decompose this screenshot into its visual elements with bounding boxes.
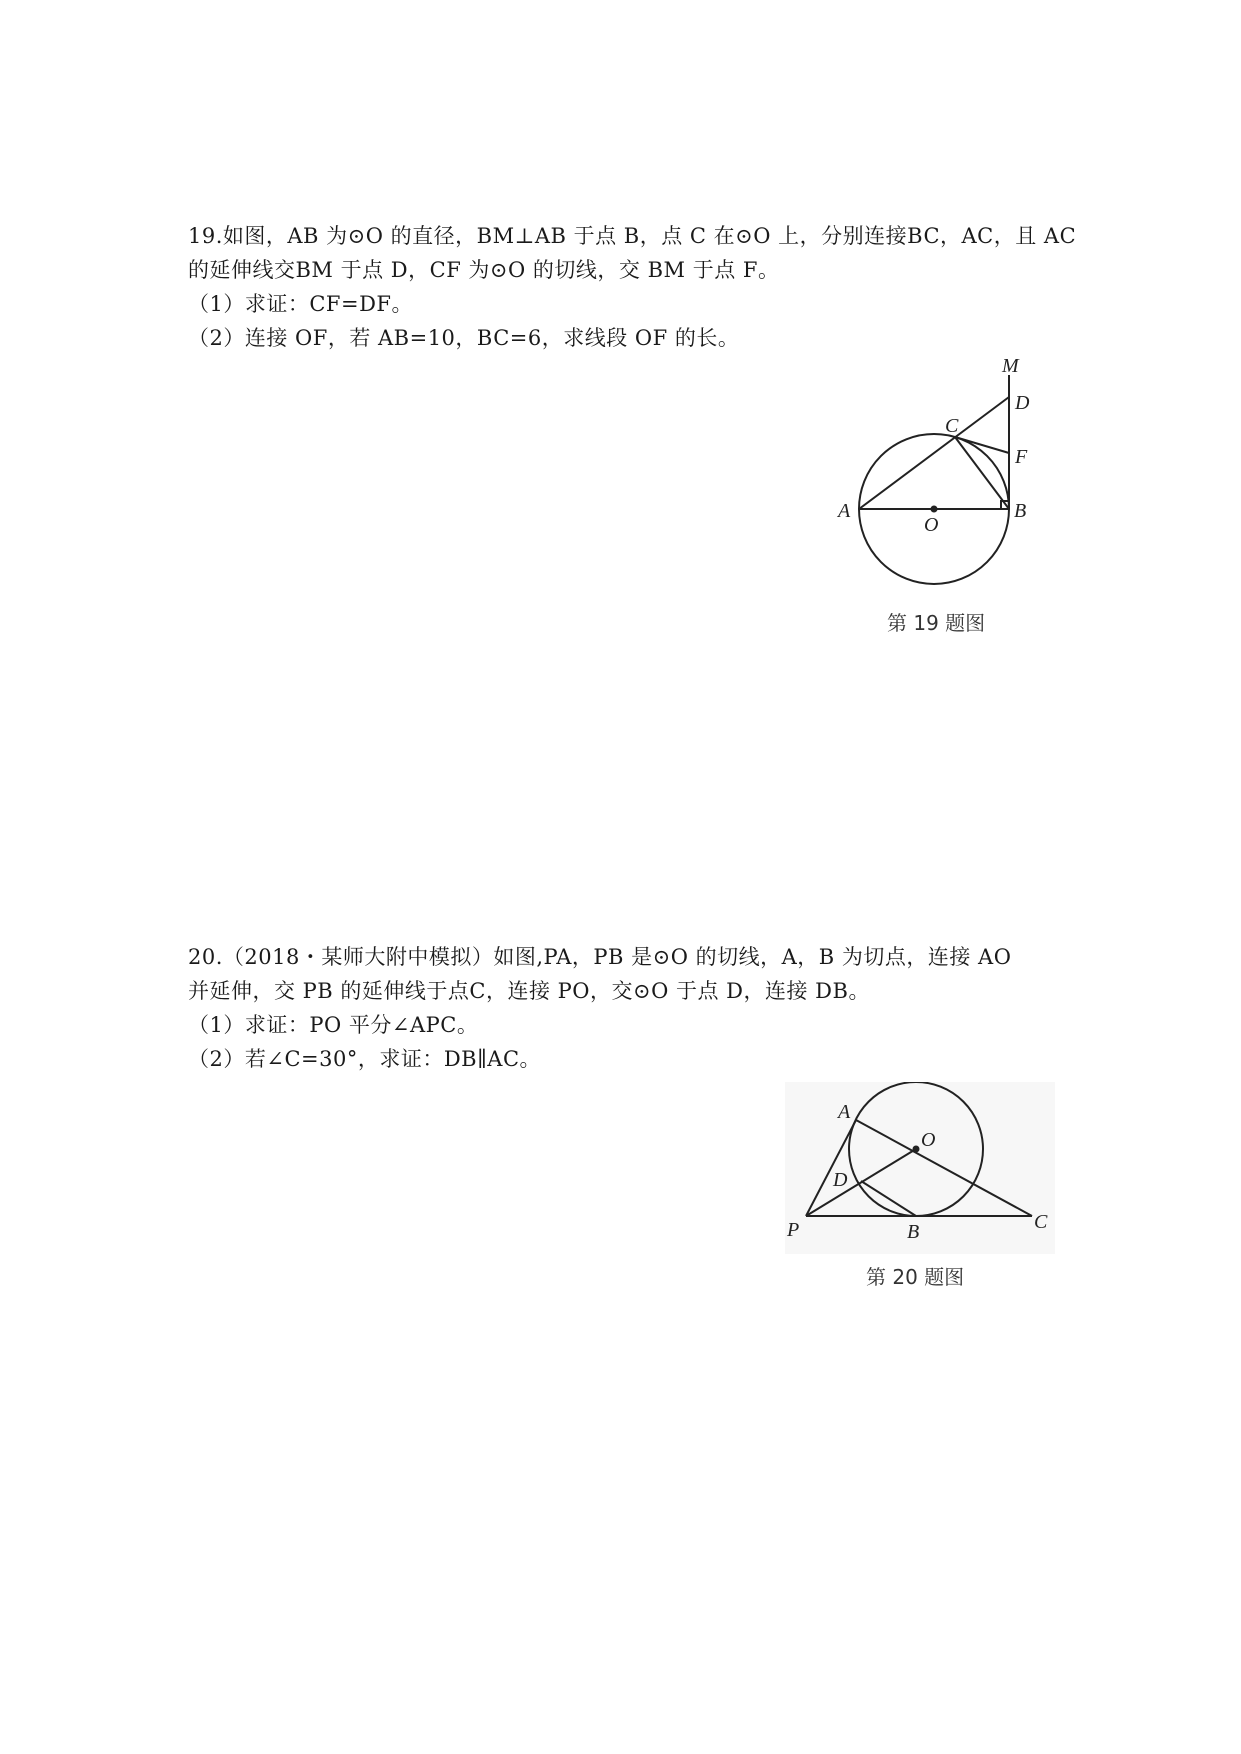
q19-caption: 第 19 题图	[887, 611, 986, 635]
q20-label-a: A	[838, 1101, 851, 1123]
q19-label-f: F	[1015, 446, 1028, 468]
q20-line-ac	[856, 1120, 1032, 1216]
q19-stem-line2: 的延伸线交BM 于点 D，CF 为⊙O 的切线，交 BM 于点 F。	[188, 258, 780, 282]
q19-part2: （2）连接 OF，若 AB=10，BC=6，求线段 OF 的长。	[188, 326, 740, 350]
q20-label-b: B	[907, 1221, 920, 1243]
q20-caption: 第 20 题图	[866, 1265, 965, 1289]
q19-label-m: M	[1002, 355, 1019, 377]
q20-stem-line2: 并延伸，交 PB 的延伸线于点C，连接 PO，交⊙O 于点 D，连接 DB。	[188, 979, 870, 1003]
q20-label-o: O	[921, 1129, 936, 1151]
q20-label-c: C	[1034, 1211, 1048, 1233]
q19-label-a: A	[838, 500, 851, 522]
q20-label-p: P	[787, 1219, 800, 1241]
q20-label-d: D	[833, 1169, 848, 1191]
q19-label-d: D	[1015, 392, 1030, 414]
q19-part1: （1）求证：CF=DF。	[188, 292, 414, 316]
q20-part2: （2）若∠C=30°，求证：DB∥AC。	[188, 1047, 542, 1071]
q19-label-c: C	[945, 415, 959, 437]
q19-line-ad	[859, 397, 1009, 509]
q19-center-point	[931, 506, 938, 513]
q19-label-b: B	[1014, 500, 1027, 522]
q20-stem-line1: 20.（2018・某师大附中模拟）如图,PA，PB 是⊙O 的切线，A，B 为切点，连接 AO	[188, 945, 1012, 969]
q20-figure	[785, 1082, 1055, 1254]
q19-stem-line1: 19.如图，AB 为⊙O 的直径，BM⊥AB 于点 B，点 C 在⊙O 上，分别连接BC，AC，且 AC	[188, 224, 1077, 248]
q20-center-point	[913, 1146, 920, 1153]
q20-part1: （1）求证：PO 平分∠APC。	[188, 1013, 479, 1037]
q19-figure	[830, 352, 1050, 592]
q19-label-o: O	[924, 514, 939, 536]
